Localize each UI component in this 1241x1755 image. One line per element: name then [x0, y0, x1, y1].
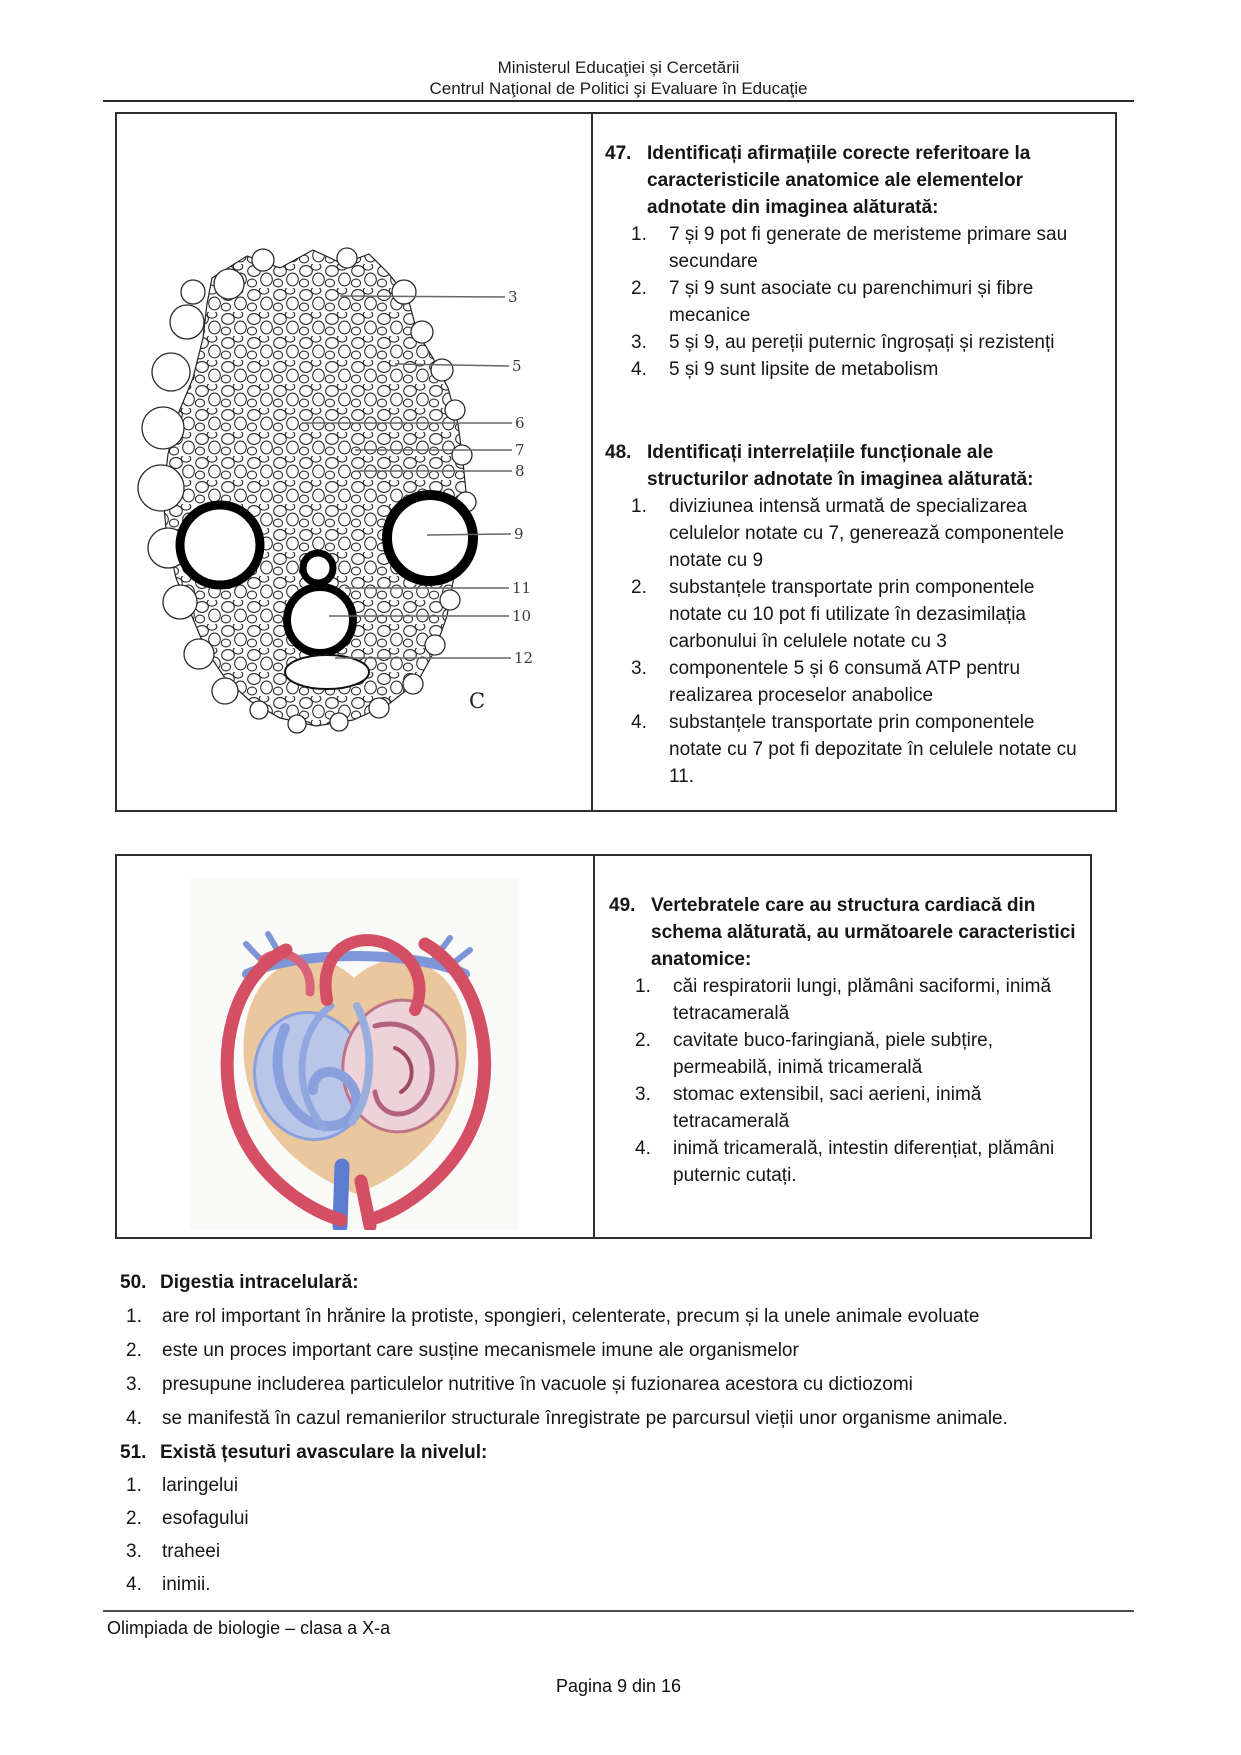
- figure-label-10: 10: [512, 607, 532, 625]
- figure-label-11: 11: [512, 579, 532, 597]
- option-text: esofagului: [162, 1508, 249, 1529]
- option-text: se manifestă în cazul remanierilor structurale înregistrate pe parcursul vieții unor organisme animale.: [162, 1408, 1008, 1429]
- option-number: 1.: [126, 1306, 142, 1327]
- protoxylem-lacuna: [285, 655, 369, 689]
- option-text: substanțele transportate prin componentele notate cu 7 pot fi depozitate în celulele notate cu 11.: [669, 712, 1077, 787]
- question-51-heading: [120, 1436, 1020, 1469]
- option-number: 1.: [631, 496, 647, 517]
- option-text: substanțele transportate prin componentele notate cu 10 pot fi utilizate în dezasimilația carbonului în celulele notate cu 3: [669, 577, 1035, 652]
- question-50-option-2: [126, 1334, 1132, 1368]
- plant-cross-section-figure: [117, 240, 587, 740]
- header-line1: Ministerul Educaţiei și Cercetării: [497, 58, 740, 77]
- option-number: 2.: [631, 577, 647, 598]
- option-number: 3.: [126, 1374, 142, 1395]
- question-48-option-2: [631, 574, 1091, 655]
- question-50-option-1: [126, 1300, 1132, 1334]
- question-50-heading: [120, 1266, 1132, 1300]
- option-number: 3.: [631, 658, 647, 679]
- question-48-option-4: [631, 709, 1091, 790]
- option-text: componentele 5 și 6 consumă ATP pentru realizarea proceselor anabolice: [669, 658, 1021, 706]
- question-49-number: 49.: [609, 895, 636, 916]
- figure-label-5: 5: [512, 357, 522, 375]
- footer-document-title: Olimpiada de biologie – clasa a X-a: [107, 1618, 391, 1638]
- header-rule: [103, 100, 1134, 102]
- question-47-option-1: [631, 221, 1091, 275]
- option-text: este un proces important care susține mecanismele imune ale organismelor: [162, 1340, 799, 1361]
- artery-bottom-tube: [361, 1181, 370, 1226]
- question-51-number: 51.: [120, 1442, 147, 1463]
- option-number: 4.: [635, 1138, 651, 1159]
- figure-caption-c: C: [469, 689, 486, 713]
- question-50-option-4: [126, 1402, 1132, 1436]
- option-number: 4.: [631, 712, 647, 733]
- question-48-option-3: [631, 655, 1091, 709]
- option-number: 1.: [635, 976, 651, 997]
- question-49-option-3: [635, 1081, 1082, 1135]
- option-number: 2.: [126, 1508, 142, 1529]
- question-50: [120, 1266, 1132, 1436]
- option-text: 5 și 9, au pereții puternic îngroșați și rezistenți: [669, 332, 1055, 353]
- option-number: 4.: [126, 1574, 142, 1595]
- question-47-option-3: [631, 329, 1091, 356]
- question-49-option-4: [635, 1135, 1082, 1189]
- option-number: 2.: [126, 1340, 142, 1361]
- metaxylem-vessel-right: [387, 495, 473, 581]
- option-text: inimii.: [162, 1574, 211, 1595]
- option-number: 2.: [631, 278, 647, 299]
- text-cell-49: [595, 856, 1090, 1237]
- question-47: [605, 140, 1091, 383]
- option-number: 3.: [126, 1541, 142, 1562]
- question-51-option-4: [126, 1568, 1020, 1601]
- option-number: 2.: [635, 1030, 651, 1051]
- option-number: 3.: [631, 332, 647, 353]
- figure-label-8: 8: [515, 462, 525, 480]
- question-51: [120, 1436, 1020, 1601]
- option-number: 1.: [126, 1475, 142, 1496]
- text-cell-47-48: [593, 114, 1115, 810]
- option-text: diviziunea intensă urmată de specializarea celulelor notate cu 7, generează componentele notate cu 9: [669, 496, 1065, 571]
- question-47-option-2: [631, 275, 1091, 329]
- figure-label-7: 7: [515, 441, 525, 459]
- header-line2: Centrul Naţional de Politici şi Evaluare în Educaţie: [429, 79, 808, 98]
- question-47-option-4: [631, 356, 1091, 383]
- question-49-option-2: [635, 1027, 1082, 1081]
- question-51-option-2: [126, 1502, 1020, 1535]
- question-50-number: 50.: [120, 1272, 147, 1293]
- protoxylem-vessel-small: [303, 553, 333, 583]
- question-50-option-3: [126, 1368, 1132, 1402]
- question-48-option-1: [631, 493, 1091, 574]
- question-49-heading: [609, 892, 1082, 973]
- question-48: [605, 439, 1091, 790]
- option-text: 5 și 9 sunt lipsite de metabolism: [669, 359, 939, 380]
- option-number: 4.: [631, 359, 647, 380]
- option-text: 7 și 9 sunt asociate cu parenchimuri și fibre mecanice: [669, 278, 1034, 326]
- question-51-heading-text: Există țesuturi avasculare la nivelul:: [160, 1442, 488, 1463]
- question-48-number: 48.: [605, 442, 632, 463]
- option-text: are rol important în hrănire la protiste, spongieri, celenterate, precum și la unele animale evoluate: [162, 1306, 980, 1327]
- option-text: cavitate buco-faringiană, piele subțire, permeabilă, inimă tricamerală: [673, 1030, 994, 1078]
- protoxylem-vessel: [287, 587, 353, 653]
- question-47-heading-text: Identificați afirmațiile corecte referitoare la caracteristicile anatomice ale elementelor adnotate din imaginea alăturată:: [647, 143, 1031, 218]
- heart-diagram-figure: [189, 878, 519, 1230]
- option-text: traheei: [162, 1541, 221, 1562]
- figure-label-9: 9: [514, 525, 524, 543]
- question-49-heading-text: Vertebratele care au structura cardiacă din schema alăturată, au următoarele caracteristici anatomice:: [651, 895, 1076, 970]
- option-text: stomac extensibil, saci aerieni, inimă tetracamerală: [673, 1084, 982, 1132]
- question-47-heading: [605, 140, 1091, 221]
- footer-page-number: Pagina 9 din 16: [555, 1676, 682, 1696]
- page-header: [103, 57, 1134, 99]
- question-48-heading: [605, 439, 1091, 493]
- option-number: 3.: [635, 1084, 651, 1105]
- option-text: laringelui: [162, 1475, 239, 1496]
- figure-label-6: 6: [515, 414, 525, 432]
- figure-label-3: 3: [508, 288, 518, 306]
- figure-label-12: 12: [514, 649, 534, 667]
- metaxylem-vessel-left: [180, 505, 260, 585]
- footer-rule: [103, 1610, 1134, 1612]
- option-text: inimă tricamerală, intestin diferențiat, plămâni puternic cutați.: [673, 1138, 1055, 1186]
- option-text: căi respiratorii lungi, plămâni saciformi, inimă tetracamerală: [673, 976, 1052, 1024]
- question-51-option-1: [126, 1469, 1020, 1502]
- option-text: presupune includerea particulelor nutritive în vacuole și fuzionarea acestora cu dictiozomi: [162, 1374, 913, 1395]
- question-49-option-1: [635, 973, 1082, 1027]
- option-number: 4.: [126, 1408, 142, 1429]
- question-48-heading-text: Identificați interrelațiile funcționale ale structurilor adnotate în imaginea alăturată:: [647, 442, 1034, 490]
- option-text: 7 și 9 pot fi generate de meristeme primare sau secundare: [669, 224, 1068, 272]
- question-47-number: 47.: [605, 143, 632, 164]
- question-51-option-3: [126, 1535, 1020, 1568]
- option-number: 1.: [631, 224, 647, 245]
- question-50-heading-text: Digestia intracelulară:: [160, 1272, 359, 1293]
- question-49: [609, 892, 1082, 1189]
